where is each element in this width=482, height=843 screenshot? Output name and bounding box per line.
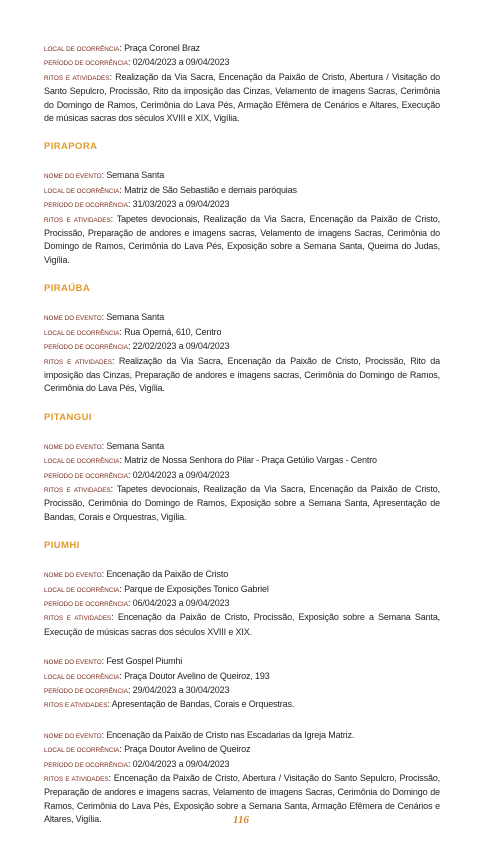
event-location: Praça Doutor Avelino de Queiroz	[124, 744, 251, 755]
city-heading: PITANGUI	[44, 411, 92, 423]
event-rites-row: RITOS E ATIVIDADES: Encenação da Paixão de Cristo, Procissão, Exposição sobre a Semana Santa, Execução de músicas sacras dos séculos XVIII e XIX.	[44, 612, 441, 637]
event-rites: Tapetes devocionais, Realização da Via Sacra, Encenação da Paixão de Cristo, Procissão, Preparação de andores e imagens sacras, Velamento de imagens Sacras, Cerimônia do Domingo de Ramos, Cerimônia do Lava Pés, Exposição sobre a Semana Santa, Queima do Judas, Vigília.	[44, 213, 441, 265]
event-period-row: PERÍODO DE OCORRÊNCIA: 02/04/2023 a 09/04/2023	[44, 758, 230, 769]
event-period: 29/04/2023 a 30/04/2023	[132, 685, 230, 695]
field-label: PERÍODO DE OCORRÊNCIA	[44, 472, 128, 480]
field-label: PERÍODO DE OCORRÊNCIA	[44, 761, 128, 769]
event-entry	[44, 440, 440, 524]
field-label: NOME DO EVENTO	[44, 173, 102, 181]
event-location-row: LOCAL DE OCORRÊNCIA: Matriz de São Sebastião e demais paróquias	[44, 184, 297, 195]
city-heading: PIRAÚBA	[44, 283, 91, 295]
event-location-row: LOCAL DE OCORRÊNCIA: Praça Doutor Avelino de Queiroz, 193	[44, 670, 270, 681]
field-label: NOME DO EVENTO	[44, 659, 102, 667]
field-label: RITOS E ATIVIDADES	[44, 74, 110, 82]
event-location: Rua Opemá, 610, Centro	[124, 326, 222, 337]
event-rites-row: RITOS E ATIVIDADES: Encenação da Paixão de Cristo, Abertura / Visitação do Santo Sepulcro, Procissão, Preparação de andores e imagens sacras, Velamento de imagens Sacras, Cerimônia do Domingo de Ramos, Cerimônia do Lava Pés, Exposição sobre a Semana Santa, Armação Efêmera de Cenários e Altares, Vigília.	[44, 773, 441, 825]
field-label: RITOS E ATIVIDADES	[44, 358, 112, 366]
event-period-row: PERÍODO DE OCORRÊNCIA: 22/02/2023 a 09/04/2023	[44, 341, 230, 352]
event-name: Encenação da Paixão de Cristo	[106, 569, 229, 580]
event-entry	[44, 42, 440, 125]
event-location: Praça Doutor Avelino de Queiroz, 193	[124, 670, 270, 681]
field-label: NOME DO EVENTO	[44, 732, 102, 740]
page-number: 116	[233, 814, 249, 826]
event-rites-row: RITOS E ATIVIDADES: Realização da Via Sacra, Encenação da Paixão de Cristo, Procissão, Rito da imposição das Cinzas, Preparação de andores e imagens sacras, Cerimônia do Domingo de Ramos, Cerimônia do Lava Pés, Vigília.	[44, 355, 441, 394]
event-entry	[44, 311, 440, 395]
event-location: Matriz de São Sebastião e demais paróquias	[124, 184, 297, 195]
event-name: Semana Santa	[106, 312, 165, 323]
event-period-row: PERÍODO DE OCORRÊNCIA: 02/04/2023 a 09/04/2023	[44, 469, 230, 480]
event-period: 31/03/2023 a 09/04/2023	[132, 199, 230, 210]
event-name: Encenação da Paixão de Cristo nas Escadarias da Igreja Matriz.	[106, 729, 355, 740]
event-location-row: LOCAL DE OCORRÊNCIA: Parque de Exposições Tonico Gabriel	[44, 583, 269, 594]
field-label: PERÍODO DE OCORRÊNCIA	[44, 688, 128, 695]
event-name: Fest Gospel Piumhi	[106, 656, 183, 667]
field-label: LOCAL DE OCORRÊNCIA	[44, 187, 120, 195]
document-body	[44, 42, 440, 843]
field-label: RITOS E ATIVIDADES	[44, 216, 111, 224]
event-period-row: PERÍODO DE OCORRÊNCIA: 29/04/2023 a 30/04/2023	[44, 685, 230, 695]
field-label: LOCAL DE OCORRÊNCIA	[44, 458, 120, 466]
event-entry	[44, 729, 440, 827]
field-label: RITOS E ATIVIDADES	[44, 776, 109, 784]
event-rites: Apresentação de Bandas, Corais e Orquestras.	[111, 699, 295, 710]
event-period: 02/04/2023 a 09/04/2023	[132, 57, 230, 68]
event-rites: Realização da Via Sacra, Encenação da Paixão de Cristo, Abertura / Visitação do Santo Sepulcro, Procissão, Rito da imposição das Cinzas, Velamento de imagens Sacras, Cerimônia do Domingo de Ramos, Cerimônia do Lava Pés, Armação Efêmera de Cenários e Altares, Execução de músicas sacras dos séculos XVIII e XIX, Vigília.	[44, 71, 441, 124]
field-label: LOCAL DE OCORRÊNCIA	[44, 586, 120, 594]
event-entry	[44, 655, 440, 713]
event-period: 22/02/2023 a 09/04/2023	[132, 341, 230, 352]
event-rites-row: RITOS E ATIVIDADES: Apresentação de Bandas, Corais e Orquestras.	[44, 699, 295, 710]
event-rites: Encenação da Paixão de Cristo, Abertura / Visitação do Santo Sepulcro, Procissão, Preparação de andores e imagens sacras, Velamento de imagens Sacras, Cerimônia do Domingo de Ramos, Cerimônia do Lava Pés, Exposição sobre a Semana Santa, Armação Efêmera de Cenários e Altares, Vigília.	[44, 773, 441, 825]
field-label: LOCAL DE OCORRÊNCIA	[44, 747, 120, 755]
field-label: NOME DO EVENTO	[44, 315, 102, 323]
event-location: Praça Coronel Braz	[124, 43, 200, 53]
event-entry	[44, 568, 440, 639]
event-name: Semana Santa	[106, 170, 165, 181]
field-label: LOCAL DE OCORRÊNCIA	[44, 673, 120, 681]
event-location-row: LOCAL DE OCORRÊNCIA: Praça Doutor Avelino de Queiroz	[44, 744, 251, 755]
field-label: RITOS E ATIVIDADES	[44, 615, 112, 623]
event-location: Matriz de Nossa Senhora do Pilar - Praça Getúlio Vargas - Centro	[124, 455, 377, 466]
field-label: NOME DO EVENTO	[44, 572, 102, 580]
event-name-row: NOME DO EVENTO: Semana Santa	[44, 170, 165, 181]
event-name-row: NOME DO EVENTO: Encenação da Paixão de Cristo	[44, 569, 229, 580]
event-location-row: LOCAL DE OCORRÊNCIA: Rua Opemá, 610, Centro	[44, 326, 222, 337]
event-name-row: NOME DO EVENTO: Semana Santa	[44, 440, 165, 451]
event-period-row: PERÍODO DE OCORRÊNCIA: 06/04/2023 a 09/04/2023	[44, 597, 230, 608]
event-rites-row: RITOS E ATIVIDADES: Realização da Via Sacra, Encenação da Paixão de Cristo, Abertura / Visitação do Santo Sepulcro, Procissão, Rito da imposição das Cinzas, Velamento de imagens Sacras, Cerimônia do Domingo de Ramos, Cerimônia do Lava Pés, Armação Efêmera de Cenários e Altares, Execução de músicas sacras dos séculos XVIII e XIX, Vigília.	[44, 71, 441, 124]
event-period-row: PERÍODO DE OCORRÊNCIA: 02/04/2023 a 09/04/2023	[44, 57, 230, 68]
event-name: Semana Santa	[106, 440, 165, 451]
event-period-row: PERÍODO DE OCORRÊNCIA: 31/03/2023 a 09/04/2023	[44, 199, 230, 210]
event-entry	[44, 169, 440, 267]
field-label: RITOS E ATIVIDADES	[44, 486, 111, 494]
event-name-row: NOME DO EVENTO: Fest Gospel Piumhi	[44, 656, 183, 667]
event-location-row: LOCAL DE OCORRÊNCIA: Matriz de Nossa Senhora do Pilar - Praça Getúlio Vargas - Centro	[44, 455, 377, 466]
city-heading: PIRAPORA	[44, 141, 98, 153]
event-rites: Tapetes devocionais, Realização da Via Sacra, Encenação da Paixão de Cristo, Procissão, Cerimônia do Domingo de Ramos, Exposição sobre a Semana Santa, Apresentação de Bandas, Corais e Orquestras, Vigília.	[44, 483, 441, 522]
event-name-row: NOME DO EVENTO: Semana Santa	[44, 312, 165, 323]
field-label: PERÍODO DE OCORRÊNCIA	[44, 344, 128, 352]
event-name-row: NOME DO EVENTO: Encenação da Paixão de Cristo nas Escadarias da Igreja Matriz.	[44, 729, 355, 740]
event-location: Parque de Exposições Tonico Gabriel	[124, 583, 269, 594]
field-label: PERÍODO DE OCORRÊNCIA	[44, 60, 128, 68]
event-period: 02/04/2023 a 09/04/2023	[132, 758, 230, 769]
field-label: LOCAL DE OCORRÊNCIA	[44, 46, 120, 53]
field-label: LOCAL DE OCORRÊNCIA	[44, 329, 120, 337]
event-rites: Realização da Via Sacra, Encenação da Paixão de Cristo, Procissão, Rito da imposição das Cinzas, Preparação de andores e imagens sacras, Cerimônia do Domingo de Ramos, Cerimônia do Lava Pés, Vigília.	[44, 355, 441, 394]
event-period: 02/04/2023 a 09/04/2023	[132, 469, 230, 480]
city-heading: PIUMHI	[44, 540, 80, 552]
event-period: 06/04/2023 a 09/04/2023	[132, 597, 230, 608]
field-label: NOME DO EVENTO	[44, 443, 102, 451]
field-label: PERÍODO DE OCORRÊNCIA	[44, 202, 128, 210]
event-rites-row: RITOS E ATIVIDADES: Tapetes devocionais, Realização da Via Sacra, Encenação da Paixão de Cristo, Procissão, Cerimônia do Domingo de Ramos, Exposição sobre a Semana Santa, Apresentação de Bandas, Corais e Orquestras, Vigília.	[44, 483, 441, 522]
field-label: PERÍODO DE OCORRÊNCIA	[44, 600, 128, 608]
event-location-row: LOCAL DE OCORRÊNCIA: Praça Coronel Braz	[44, 43, 200, 53]
event-rites-row: RITOS E ATIVIDADES: Tapetes devocionais, Realização da Via Sacra, Encenação da Paixão de Cristo, Procissão, Preparação de andores e imagens sacras, Velamento de imagens Sacras, Cerimônia do Domingo de Ramos, Cerimônia do Lava Pés, Exposição sobre a Semana Santa, Queima do Judas, Vigília.	[44, 213, 441, 265]
field-label: RITOS E ATIVIDADES	[44, 702, 108, 710]
event-rites: Encenação da Paixão de Cristo, Procissão, Exposição sobre a Semana Santa, Execução de músicas sacras dos séculos XVIII e XIX.	[44, 612, 441, 637]
